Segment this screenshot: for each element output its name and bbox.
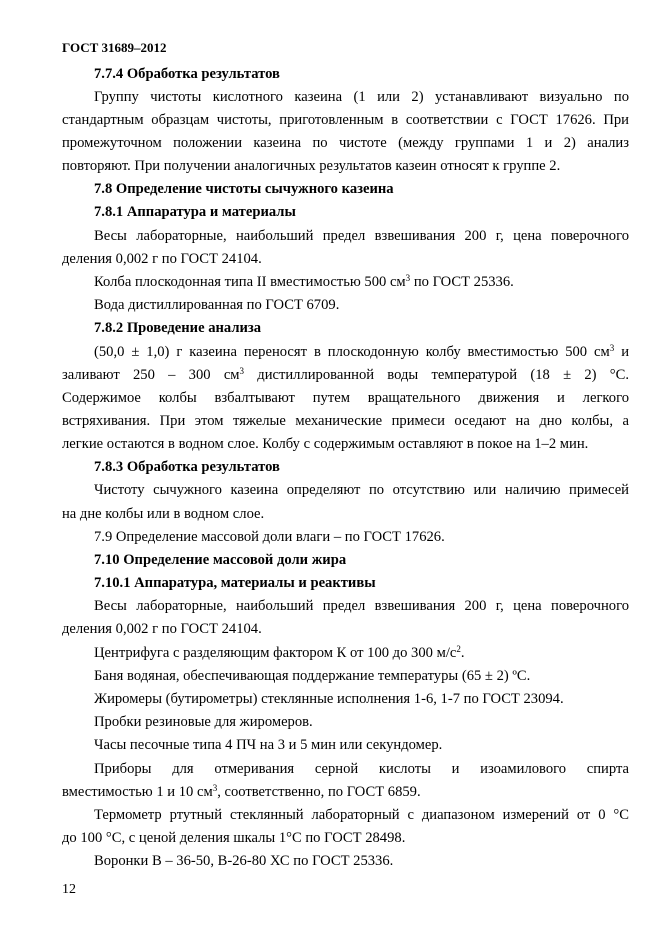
- text-run: , соответственно, по ГОСТ 6859.: [217, 784, 421, 800]
- paragraph-line: Группу чистоты кислотного казеина (1 или 2) устанавливают визуально по: [94, 89, 629, 105]
- section-heading-7-10-1: 7.10.1 Аппаратура, материалы и реактивы: [94, 575, 376, 591]
- paragraph-line: Пробки резиновые для жиромеров.: [94, 714, 313, 730]
- section-heading-7-8-2: 7.8.2 Проведение анализа: [94, 320, 262, 336]
- text-run: Центрифуга с разделяющим фактором К от 100 до 300 м/с: [94, 645, 457, 661]
- paragraph-line: стандартным образцам чистоты, приготовленным в соответствии с ГОСТ 17626. При: [62, 112, 629, 128]
- paragraph-line: Часы песочные типа 4 ПЧ на 3 и 5 мин или секундомер.: [94, 737, 443, 753]
- section-heading-7-8: 7.8 Определение чистоты сычужного казеина: [94, 181, 394, 197]
- section-heading-7-10: 7.10 Определение массовой доли жира: [94, 552, 347, 568]
- text-run: Колба плоскодонная типа II вместимостью 500 см: [94, 274, 406, 290]
- paragraph-line: [62, 366, 629, 384]
- section-line-7-9: 7.9 Определение массовой доли влаги – по ГОСТ 17626.: [94, 529, 445, 545]
- paragraph-line: [94, 644, 629, 662]
- text-run: .: [460, 645, 465, 661]
- text-run: по ГОСТ 25336.: [410, 274, 514, 290]
- superscript: 3: [405, 273, 411, 283]
- superscript: 3: [609, 343, 615, 353]
- paragraph-line: деления 0,002 г по ГОСТ 24104.: [62, 251, 262, 267]
- paragraph-line: Весы лабораторные, наибольший предел взвешивания 200 г, цена поверочного: [94, 598, 629, 614]
- text-run: заливают 250 – 300 см: [62, 367, 240, 383]
- paragraph-line: Чистоту сычужного казеина определяют по отсутствию или наличию примесей: [94, 482, 629, 498]
- section-heading-7-7-4: 7.7.4 Обработка результатов: [94, 66, 280, 82]
- paragraph-line: до 100 °С, с ценой деления шкалы 1°С по ГОСТ 28498.: [62, 830, 406, 846]
- superscript: 3: [239, 366, 245, 376]
- paragraph-line: [94, 343, 629, 361]
- document-header: ГОСТ 31689–2012: [62, 40, 167, 55]
- paragraph-line: [94, 273, 629, 291]
- paragraph-line: [62, 783, 629, 801]
- paragraph-line: на дне колбы или в водном слое.: [62, 506, 265, 522]
- paragraph-line: деления 0,002 г по ГОСТ 24104.: [62, 621, 262, 637]
- text-run: (50,0 ± 1,0) г казеина переносят в плоскодонную колбу вместимостью 500 см: [94, 344, 610, 360]
- text-run: и: [614, 344, 630, 360]
- paragraph-line: Жиромеры (бутирометры) стеклянные исполнения 1-6, 1-7 по ГОСТ 23094.: [94, 691, 564, 707]
- paragraph-line: Термометр ртутный стеклянный лабораторный с диапазоном измерений от 0 °С: [94, 807, 629, 823]
- page-number: 12: [62, 882, 76, 897]
- paragraph-line: Содержимое колбы взбалтывают путем вращательного движения и легкого: [62, 390, 629, 406]
- paragraph-line: легкие остаются в водном слое. Колбу с содержимым оставляют в покое на 1–2 мин.: [62, 436, 589, 452]
- superscript: 2: [456, 644, 461, 654]
- paragraph-line: встряхивания. При этом тяжелые механические примеси оседают на дно колбы, а: [62, 413, 629, 429]
- text-run: дистиллированной воды температурой (18 ± 2) °С.: [244, 367, 629, 383]
- text-run: вместимостью 1 и 10 см: [62, 784, 213, 800]
- section-heading-7-8-3: 7.8.3 Обработка результатов: [94, 459, 280, 475]
- paragraph-line: повторяют. При получении аналогичных результатов казеин относят к группе 2.: [62, 158, 561, 174]
- paragraph-line: Воронки В – 36-50, В-26-80 ХС по ГОСТ 25336.: [94, 853, 394, 869]
- paragraph-line: Приборы для отмеривания серной кислоты и изоамилового спирта: [94, 761, 629, 777]
- paragraph-line: Баня водяная, обеспечивающая поддержание температуры (65 ± 2) ºС.: [94, 668, 531, 684]
- paragraph-line: Вода дистиллированная по ГОСТ 6709.: [94, 297, 340, 313]
- paragraph-line: промежуточном положении казеина по чистоте (между группами 1 и 2) анализ: [62, 135, 629, 151]
- superscript: 3: [212, 783, 218, 793]
- paragraph-line: Весы лабораторные, наибольший предел взвешивания 200 г, цена поверочного: [94, 228, 629, 244]
- section-heading-7-8-1: 7.8.1 Аппаратура и материалы: [94, 204, 296, 220]
